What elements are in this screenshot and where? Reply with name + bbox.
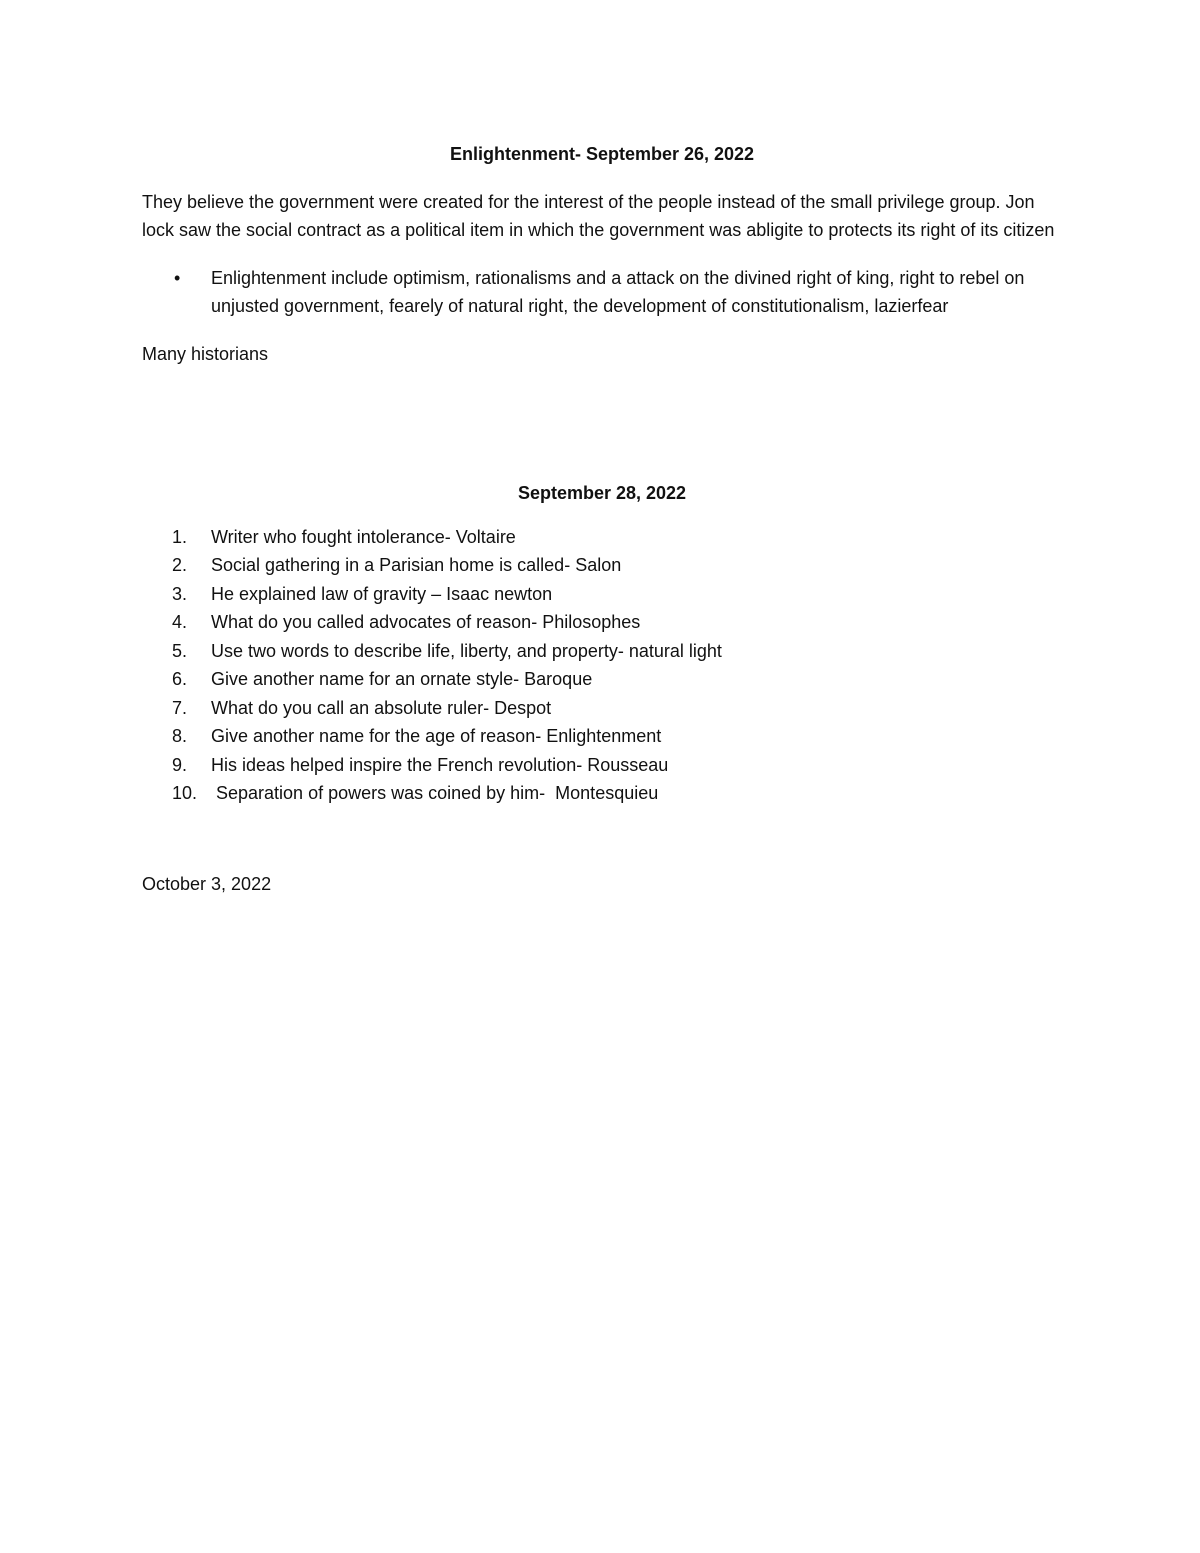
list-item	[142, 523, 1062, 552]
list-item-number: 5.	[172, 640, 188, 661]
list-item-text: Separation of powers was coined by him- Montesquieu	[211, 783, 659, 803]
list-item	[142, 751, 1062, 780]
list-item	[142, 580, 1062, 609]
section-heading-oct-3: October 3, 2022	[142, 873, 272, 894]
list-item	[142, 608, 1062, 637]
list-item-text: Give another name for an ornate style- Baroque	[211, 669, 593, 689]
bullet-text: Enlightenment include optimism, rationalisms and a attack on the divined right of king, right to rebel on unjusted government, fearely of natural right, the development of constitutionalism, lazierfear	[211, 267, 1025, 316]
list-item-text: His ideas helped inspire the French revolution- Rousseau	[211, 754, 669, 775]
intro-paragraph: They believe the government were created for the interest of the people instead of the small privilege group. Jon lock saw the social contract as a political item in which the government was abligite to protects its right of its citizen	[142, 191, 1055, 240]
list-item-text: Give another name for the age of reason- Enlightenment	[211, 726, 662, 746]
closing-line: Many historians	[142, 343, 269, 364]
list-item-number: 10.	[172, 783, 198, 803]
section-heading-sept-26: Enlightenment- September 26, 2022	[449, 144, 755, 164]
section-heading-sept-28: September 28, 2022	[517, 483, 687, 503]
bullet-list	[142, 264, 1062, 321]
list-item-text: Social gathering in a Parisian home is called- Salon	[211, 555, 622, 575]
list-item	[142, 722, 1062, 751]
document-content	[142, 140, 1062, 898]
list-item	[142, 551, 1062, 580]
list-item-number: 4.	[172, 612, 188, 632]
list-item-text: Writer who fought intolerance- Voltaire	[211, 526, 516, 547]
list-item-text: He explained law of gravity – Isaac newton	[211, 583, 553, 604]
list-item-number: 6.	[172, 669, 188, 689]
list-item-text: What do you call an absolute ruler- Despot	[211, 697, 552, 718]
bullet-point-icon: •	[174, 267, 181, 288]
list-item-number: 3.	[172, 583, 188, 604]
list-item-text: Use two words to describe life, liberty, and property- natural light	[211, 640, 722, 661]
list-item-text: What do you called advocates of reason- Philosophes	[211, 612, 641, 632]
list-item	[142, 665, 1062, 694]
list-item-number: 7.	[172, 697, 188, 718]
list-item	[142, 779, 1062, 808]
list-item-number: 1.	[172, 526, 188, 547]
list-item-number: 8.	[172, 726, 188, 746]
list-item	[142, 694, 1062, 723]
bullet-item	[142, 264, 1062, 321]
list-item	[142, 637, 1062, 666]
list-item-number: 9.	[172, 754, 188, 775]
numbered-list	[142, 523, 1062, 808]
list-item-number: 2.	[172, 555, 188, 575]
